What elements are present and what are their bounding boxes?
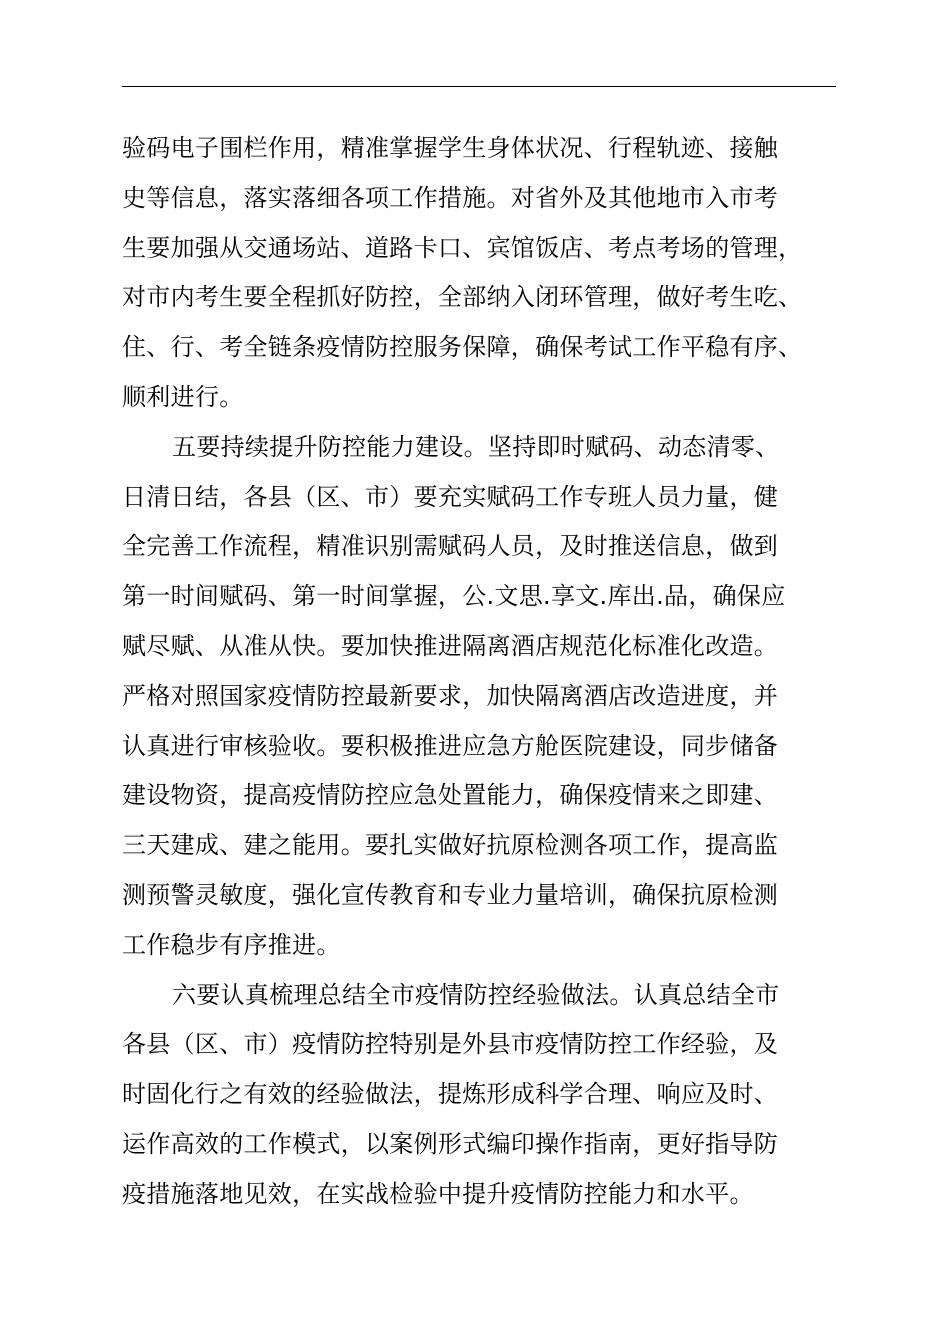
text-line: 第一时间赋码、第一时间掌握，公.文思.享文.库出.品，确保应	[122, 582, 786, 611]
text-line: 运作高效的工作模式，以案例形式编印操作指南，更好指导防	[122, 1129, 779, 1158]
text-line: 验码电子围栏作用，精准掌握学生身体状况、行程轨迹、接触	[122, 134, 779, 162]
text-line: 严格对照国家疫情防控最新要求，加快隔离酒店改造进度，并	[122, 681, 779, 710]
text-line: 认真进行审核验收。要积极推进应急方舱医院建设，同步储备	[122, 731, 779, 760]
text-line: 赋尽赋、从准从快。要加快推进隔离酒店规范化标准化改造。	[122, 631, 779, 660]
text-line: 建设物资，提高疫情防控应急处置能力，确保疫情来之即建、	[122, 781, 779, 810]
text-line: 疫措施落地见效，在实战检验中提升疫情防控能力和水平。	[122, 1179, 754, 1208]
paragraph-first-line: 六要认真梳理总结全市疫情防控经验做法。认真总结全市	[172, 980, 780, 1009]
text-line: 时固化行之有效的经验做法，提炼形成科学合理、响应及时、	[122, 1080, 779, 1109]
text-line: 对市内考生要全程抓好防控，全部纳入闭环管理，做好考生吃、	[122, 283, 803, 312]
text-line: 测预警灵敏度，强化宣传教育和专业力量培训，确保抗原检测	[122, 880, 779, 909]
text-line: 日清日结，各县（区、市）要充实赋码工作专班人员力量，健	[122, 482, 779, 511]
text-line: 全完善工作流程，精准识别需赋码人员，及时推送信息，做到	[122, 532, 779, 561]
text-line: 顺利进行。	[122, 382, 244, 411]
text-line: 工作稳步有序推进。	[122, 930, 341, 959]
text-line: 生要加强从交通场站、道路卡口、宾馆饭店、考点考场的管理，	[122, 233, 803, 262]
header-rule	[122, 86, 836, 87]
text-line: 史等信息，落实落细各项工作措施。对省外及其他地市入市考	[122, 183, 779, 212]
text-line: 三天建成、建之能用。要扎实做好抗原检测各项工作，提高监	[122, 831, 779, 860]
body-text	[122, 124, 862, 1220]
text-line: 住、行、考全链条疫情防控服务保障，确保考试工作平稳有序、	[122, 333, 803, 362]
text-line: 各县（区、市）疫情防控特别是外县市疫情防控工作经验，及	[122, 1030, 779, 1059]
paragraph-first-line: 五要持续提升防控能力建设。坚持即时赋码、动态清零、	[172, 432, 780, 461]
